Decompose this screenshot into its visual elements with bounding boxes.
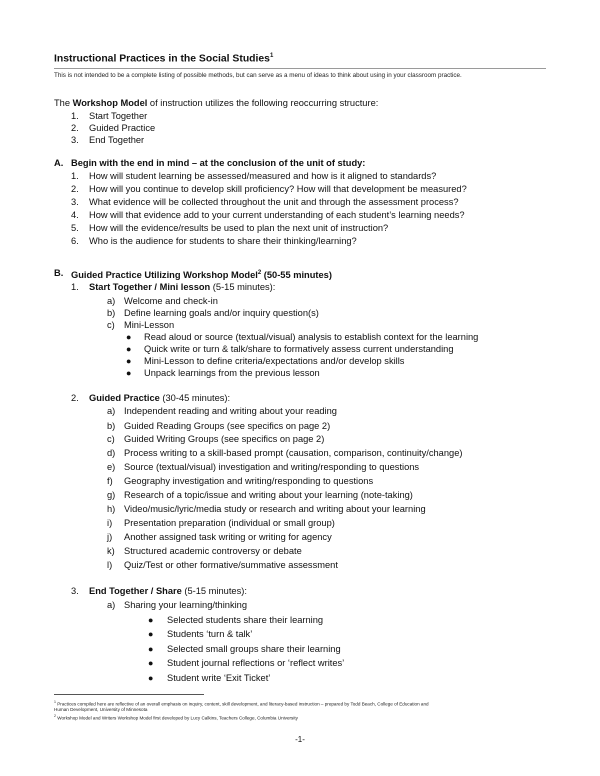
start-bullet-item: Read aloud or source (textual/visual) analysis to establish context for the learning (144, 332, 479, 342)
section-a-item: What evidence will be collected throughout the unit and through the assessment process? (89, 197, 459, 207)
workshop-num-2: 2. (71, 123, 79, 133)
guided-num: 2. (71, 393, 79, 403)
end-bullet-item: Students ‘turn & talk’ (167, 629, 253, 639)
start-bullet-item: Unpack learnings from the previous lesson (144, 368, 320, 378)
workshop-num-3: 3. (71, 135, 79, 145)
guided-letter: b) (107, 421, 116, 431)
workshop-num-1: 1. (71, 111, 79, 121)
title-divider (54, 68, 546, 69)
section-a-num-4: 4. (71, 210, 79, 220)
start-heading: Start Together / Mini lesson (5-15 minutes): (89, 282, 276, 292)
guided-item: Guided Writing Groups (see specifics on page 2) (124, 434, 325, 444)
guided-letter: l) (107, 560, 113, 570)
bullet-icon: ● (126, 356, 132, 366)
end-num: 3. (71, 586, 79, 596)
start-sub-item: Mini-Lesson (124, 320, 175, 330)
start-letter: b) (107, 308, 116, 318)
guided-letter: g) (107, 490, 116, 500)
end-bullet-item: Student write ‘Exit Ticket’ (167, 673, 271, 683)
guided-item: Source (textual/visual) investigation and writing/responding to questions (124, 462, 420, 472)
guided-letter: i) (107, 518, 113, 528)
bullet-icon: ● (148, 658, 154, 668)
end-sub-item: Sharing your learning/thinking (124, 600, 248, 610)
end-bullet-item: Selected small groups share their learning (167, 644, 341, 654)
bullet-icon: ● (126, 344, 132, 354)
guided-letter: f) (107, 476, 113, 486)
guided-letter: c) (107, 434, 115, 444)
guided-item: Presentation preparation (individual or small group) (124, 518, 335, 528)
start-bullet-item: Quick write or turn & talk/share to formatively assess current understanding (144, 344, 454, 354)
bullet-icon: ● (148, 644, 154, 654)
end-bullet-item: Student journal reflections or ‘reflect writes’ (167, 658, 345, 668)
section-a-num-6: 6. (71, 236, 79, 246)
guided-letter: a) (107, 406, 116, 416)
start-letter: c) (107, 320, 115, 330)
page-title: Instructional Practices in the Social Studies$^1$ (54, 53, 274, 65)
footnote: $^2$ Workshop Model and Writers Workshop Model first developed by Lucy Calkins, Teachers College, Columbia University (54, 714, 298, 721)
section-a-item: How will you continue to develop skill proficiency? How will that development be measured? (89, 184, 467, 194)
section-a-item: How will that evidence add to your current understanding of each student’s learning needs? (89, 210, 465, 220)
guided-heading: Guided Practice (30-45 minutes): (89, 393, 231, 403)
guided-item: Structured academic controversy or debate (124, 546, 302, 556)
page-number: -1- (295, 735, 305, 744)
footnote: $^1$ Practices compiled here are reflective of an overall emphasis on inquiry, content, skill development, and literacy-based instruction – prepared by Todd Beach, College of Education and (54, 700, 429, 707)
bullet-icon: ● (148, 615, 154, 625)
section-a-item: Who is the audience for students to share their thinking/learning? (89, 236, 357, 246)
section-a-item: How will student learning be assessed/measured and how is it aligned to standards? (89, 171, 437, 181)
section-a-num-5: 5. (71, 223, 79, 233)
end-heading: End Together / Share (5-15 minutes): (89, 586, 247, 596)
workshop-item: Guided Practice (89, 123, 156, 133)
section-a-label: A. (54, 158, 64, 168)
intro-note: This is not intended to be a complete listing of possible methods, but can serve as a menu of ideas to think about using in your classroom practice. (54, 72, 462, 79)
start-sub-item: Welcome and check-in (124, 296, 218, 306)
section-a-heading: Begin with the end in mind – at the conclusion of the unit of study: (71, 158, 366, 168)
start-letter: a) (107, 296, 116, 306)
footnote: Human Development, University of Minnesota (54, 707, 148, 712)
footnote-divider (54, 694, 204, 695)
guided-letter: j) (107, 532, 113, 542)
end-letter: a) (107, 600, 116, 610)
end-bullet-item: Selected students share their learning (167, 615, 324, 625)
section-b-label: B. (54, 268, 64, 278)
start-num: 1. (71, 282, 79, 292)
guided-letter: k) (107, 546, 115, 556)
guided-item: Guided Reading Groups (see specifics on page 2) (124, 421, 331, 431)
guided-item: Process writing to a skill-based prompt (causation, comparison, continuity/change) (124, 448, 463, 458)
start-bullet-item: Mini-Lesson to define criteria/expectations and/or develop skills (144, 356, 405, 366)
start-sub-item: Define learning goals and/or inquiry question(s) (124, 308, 319, 318)
workshop-item: End Together (89, 135, 145, 145)
bullet-icon: ● (148, 673, 154, 683)
bullet-icon: ● (126, 368, 132, 378)
workshop-item: Start Together (89, 111, 148, 121)
section-a-item: How will the evidence/results be used to plan the next unit of instruction? (89, 223, 389, 233)
guided-item: Research of a topic/issue and writing about your learning (note-taking) (124, 490, 413, 500)
section-a-num-3: 3. (71, 197, 79, 207)
section-a-num-1: 1. (71, 171, 79, 181)
guided-item: Video/music/lyric/media study or research and writing about your learning (124, 504, 426, 514)
bullet-icon: ● (148, 629, 154, 639)
bullet-icon: ● (126, 332, 132, 342)
section-b-heading: Guided Practice Utilizing Workshop Model$^2$ (50-55 minutes) (71, 270, 332, 281)
workshop-intro: The Workshop Model of instruction utilizes the following reoccurring structure: (54, 98, 379, 108)
guided-item: Another assigned task writing or writing for agency (124, 532, 332, 542)
section-a-num-2: 2. (71, 184, 79, 194)
guided-item: Geography investigation and writing/responding to questions (124, 476, 374, 486)
guided-item: Independent reading and writing about your reading (124, 406, 337, 416)
guided-letter: h) (107, 504, 116, 514)
guided-letter: e) (107, 462, 116, 472)
guided-item: Quiz/Test or other formative/summative assessment (124, 560, 338, 570)
guided-letter: d) (107, 448, 116, 458)
